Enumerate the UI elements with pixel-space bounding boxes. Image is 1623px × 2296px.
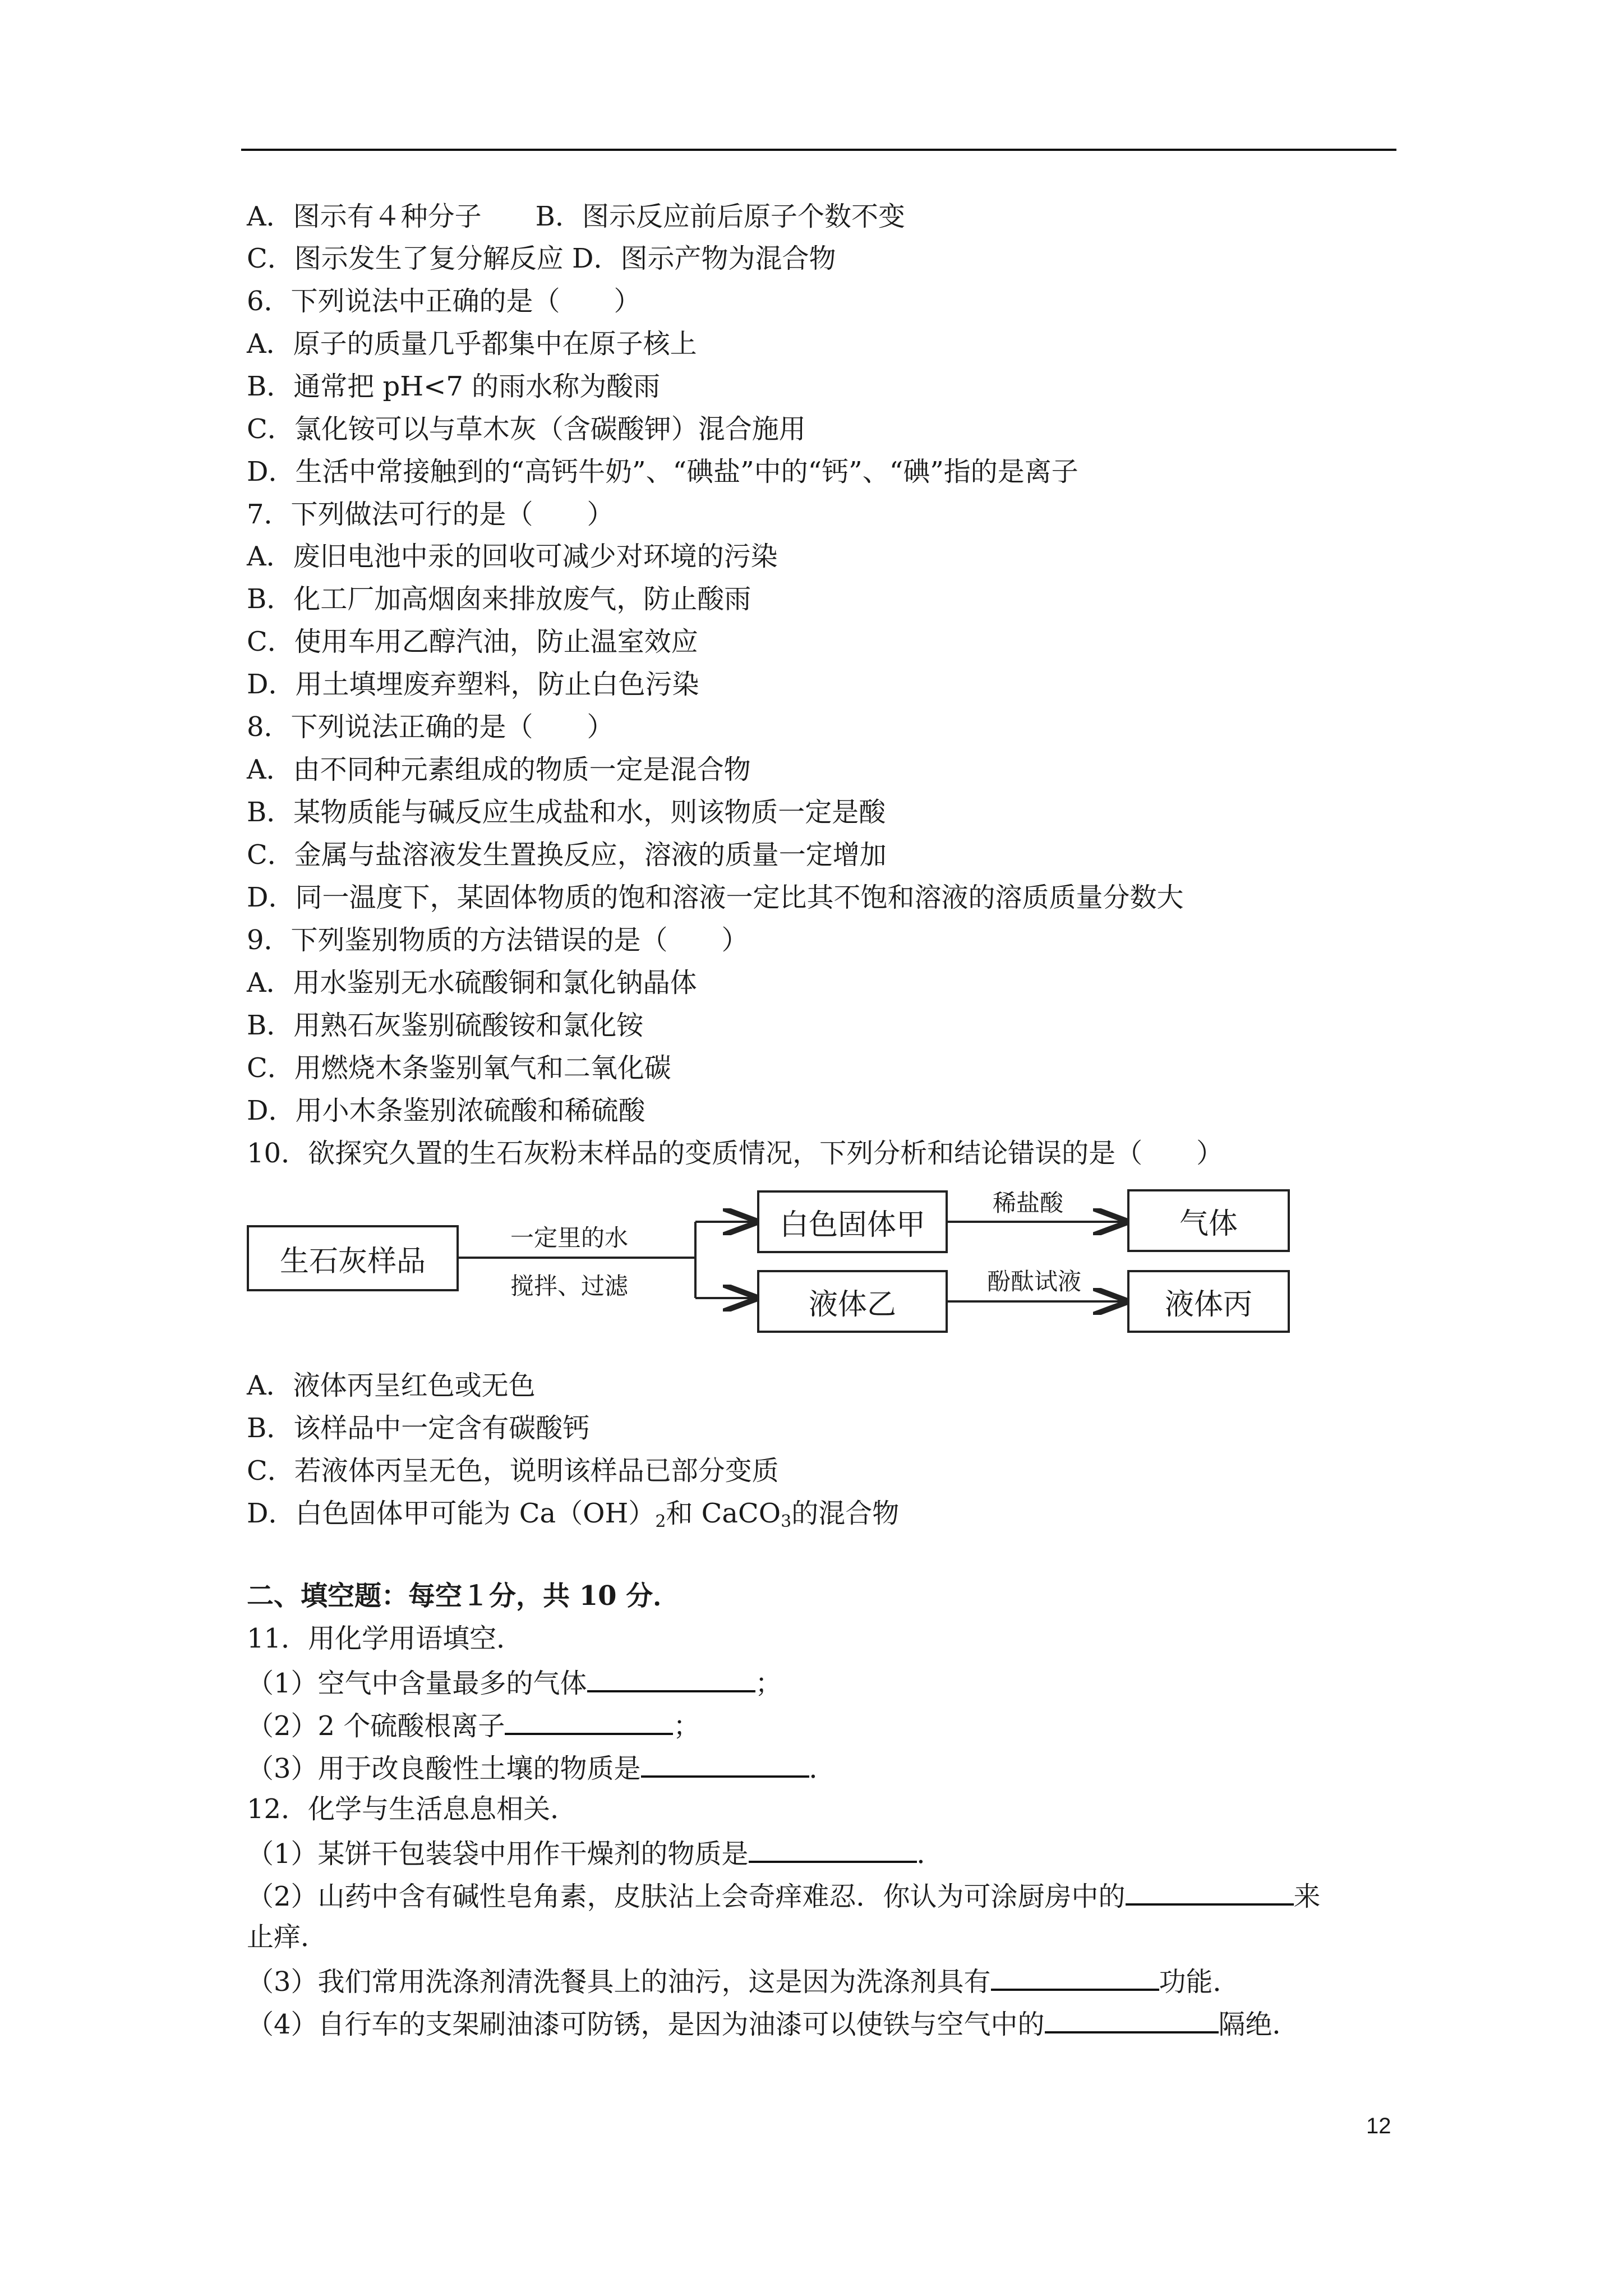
- q10-stem: 10．欲探究久置的生石灰粉末样品的变质情况，下列分析和结论错误的是（ ）: [247, 1138, 1224, 1169]
- label-dilute-hcl: 稀盐酸: [993, 1189, 1064, 1217]
- box-gas: 气体: [1127, 1189, 1290, 1252]
- q6-stem: 6．下列说法中正确的是（ ）: [247, 286, 641, 317]
- q11-stem: 11．用化学用语填空．: [247, 1623, 524, 1654]
- q12-item-1: （1）某饼干包装袋中用作干燥剂的物质是 ．: [247, 1836, 944, 1870]
- q9-option-d: D．用小木条鉴别浓硫酸和稀硫酸: [247, 1095, 645, 1126]
- q10-option-c: C．若液体丙呈无色，说明该样品已部分变质: [247, 1455, 779, 1487]
- q12-item-4: （4）自行车的支架刷油漆可防锈，是因为油漆可以使铁与空气中的 隔绝．: [247, 2007, 1299, 2040]
- q8-option-d: D．同一温度下，某固体物质的饱和溶液一定比其不饱和溶液的溶质质量分数大: [247, 882, 1184, 913]
- q10-option-b: B．该样品中一定含有碳酸钙: [247, 1412, 590, 1444]
- q9-stem: 9．下列鉴别物质的方法错误的是（ ）: [247, 924, 749, 956]
- page-number: 12: [1366, 2114, 1391, 2138]
- q11-item-2: （2）2 个硫酸根离子 ；: [247, 1708, 700, 1742]
- q12-stem: 12．化学与生活息息相关．: [247, 1793, 578, 1825]
- q8-option-a: A．由不同种元素组成的物质一定是混合物: [247, 754, 751, 785]
- answer-blank[interactable]: [587, 1665, 755, 1692]
- q7-option-d: D．用土填埋废弃塑料，防止白色污染: [247, 669, 699, 700]
- answer-blank[interactable]: [991, 1964, 1159, 1991]
- answer-blank[interactable]: [749, 1836, 917, 1863]
- q7-option-c: C．使用车用乙醇汽油，防止温室效应: [247, 626, 698, 657]
- q10-flow-diagram: [247, 1185, 1290, 1336]
- answer-blank[interactable]: [641, 1751, 809, 1778]
- box-liquid-b: 液体乙: [757, 1270, 948, 1333]
- q12-item-2-continued: 止痒．: [247, 1921, 328, 1953]
- q12-item-3: （3）我们常用洗涤剂清洗餐具上的油污，这是因为洗涤剂具有 功能．: [247, 1964, 1240, 1998]
- label-phenolphthalein: 酚酞试液: [987, 1268, 1082, 1295]
- q5-options-ab: A．图示有４种分子 B．图示反应前后原子个数不变: [247, 201, 905, 232]
- box-sample: 生石灰样品: [247, 1225, 459, 1291]
- q6-option-a: A．原子的质量几乎都集中在原子核上: [247, 328, 697, 360]
- header-rule: [241, 149, 1396, 151]
- label-water: 一定里的水: [510, 1224, 629, 1251]
- q10-option-d: D．白色固体甲可能为 $Ca(OH)_2$和 CaCO$_3$的混合物: [247, 1498, 900, 1531]
- q8-stem: 8．下列说法正确的是（ ）: [247, 711, 614, 743]
- q7-option-a: A．废旧电池中汞的回收可减少对环境的污染: [247, 541, 778, 572]
- answer-blank[interactable]: [1126, 1879, 1294, 1906]
- q10-option-a: A．液体丙呈红色或无色: [247, 1370, 536, 1401]
- q6-option-d: D．生活中常接触到的“高钙牛奶”、“碘盐”中的“钙”、“碘”指的是离子: [247, 456, 1078, 487]
- q6-option-c: C．氯化铵可以与草木灰（含碳酸钾）混合施用: [247, 413, 806, 445]
- box-white-solid: 白色固体甲: [757, 1190, 948, 1253]
- label-stir-filter: 搅拌、过滤: [510, 1272, 629, 1300]
- answer-blank[interactable]: [505, 1708, 673, 1735]
- box-liquid-c: 液体丙: [1127, 1270, 1290, 1333]
- answer-blank[interactable]: [1045, 2007, 1219, 2033]
- q11-item-1: （1）空气中含量最多的气体 ；: [247, 1665, 782, 1699]
- q11-item-3: （3）用于改良酸性土壤的物质是 ．: [247, 1751, 836, 1784]
- q9-option-b: B．用熟石灰鉴别硫酸铵和氯化铵: [247, 1010, 644, 1041]
- q6-option-b: B．通常把 pH<7 的雨水称为酸雨: [247, 371, 661, 402]
- q8-option-b: B．某物质能与碱反应生成盐和水，则该物质一定是酸: [247, 797, 886, 828]
- q9-option-a: A．用水鉴别无水硫酸铜和氯化钠晶体: [247, 967, 697, 999]
- q9-option-c: C．用燃烧木条鉴别氧气和二氧化碳: [247, 1052, 671, 1084]
- q8-option-c: C．金属与盐溶液发生置换反应，溶液的质量一定增加: [247, 839, 887, 871]
- section2-title: 二、填空题：每空１分，共 10 分．: [247, 1580, 680, 1612]
- q5-options-cd: C．图示发生了复分解反应 D．图示产物为混合物: [247, 243, 836, 274]
- q7-option-b: B．化工厂加高烟囱来排放废气，防止酸雨: [247, 583, 751, 615]
- q7-stem: 7．下列做法可行的是（ ）: [247, 499, 614, 530]
- q12-item-2: （2）山药中含有碱性皂角素，皮肤沾上会奇痒难忍．你认为可涂厨房中的 来: [247, 1879, 1321, 1912]
